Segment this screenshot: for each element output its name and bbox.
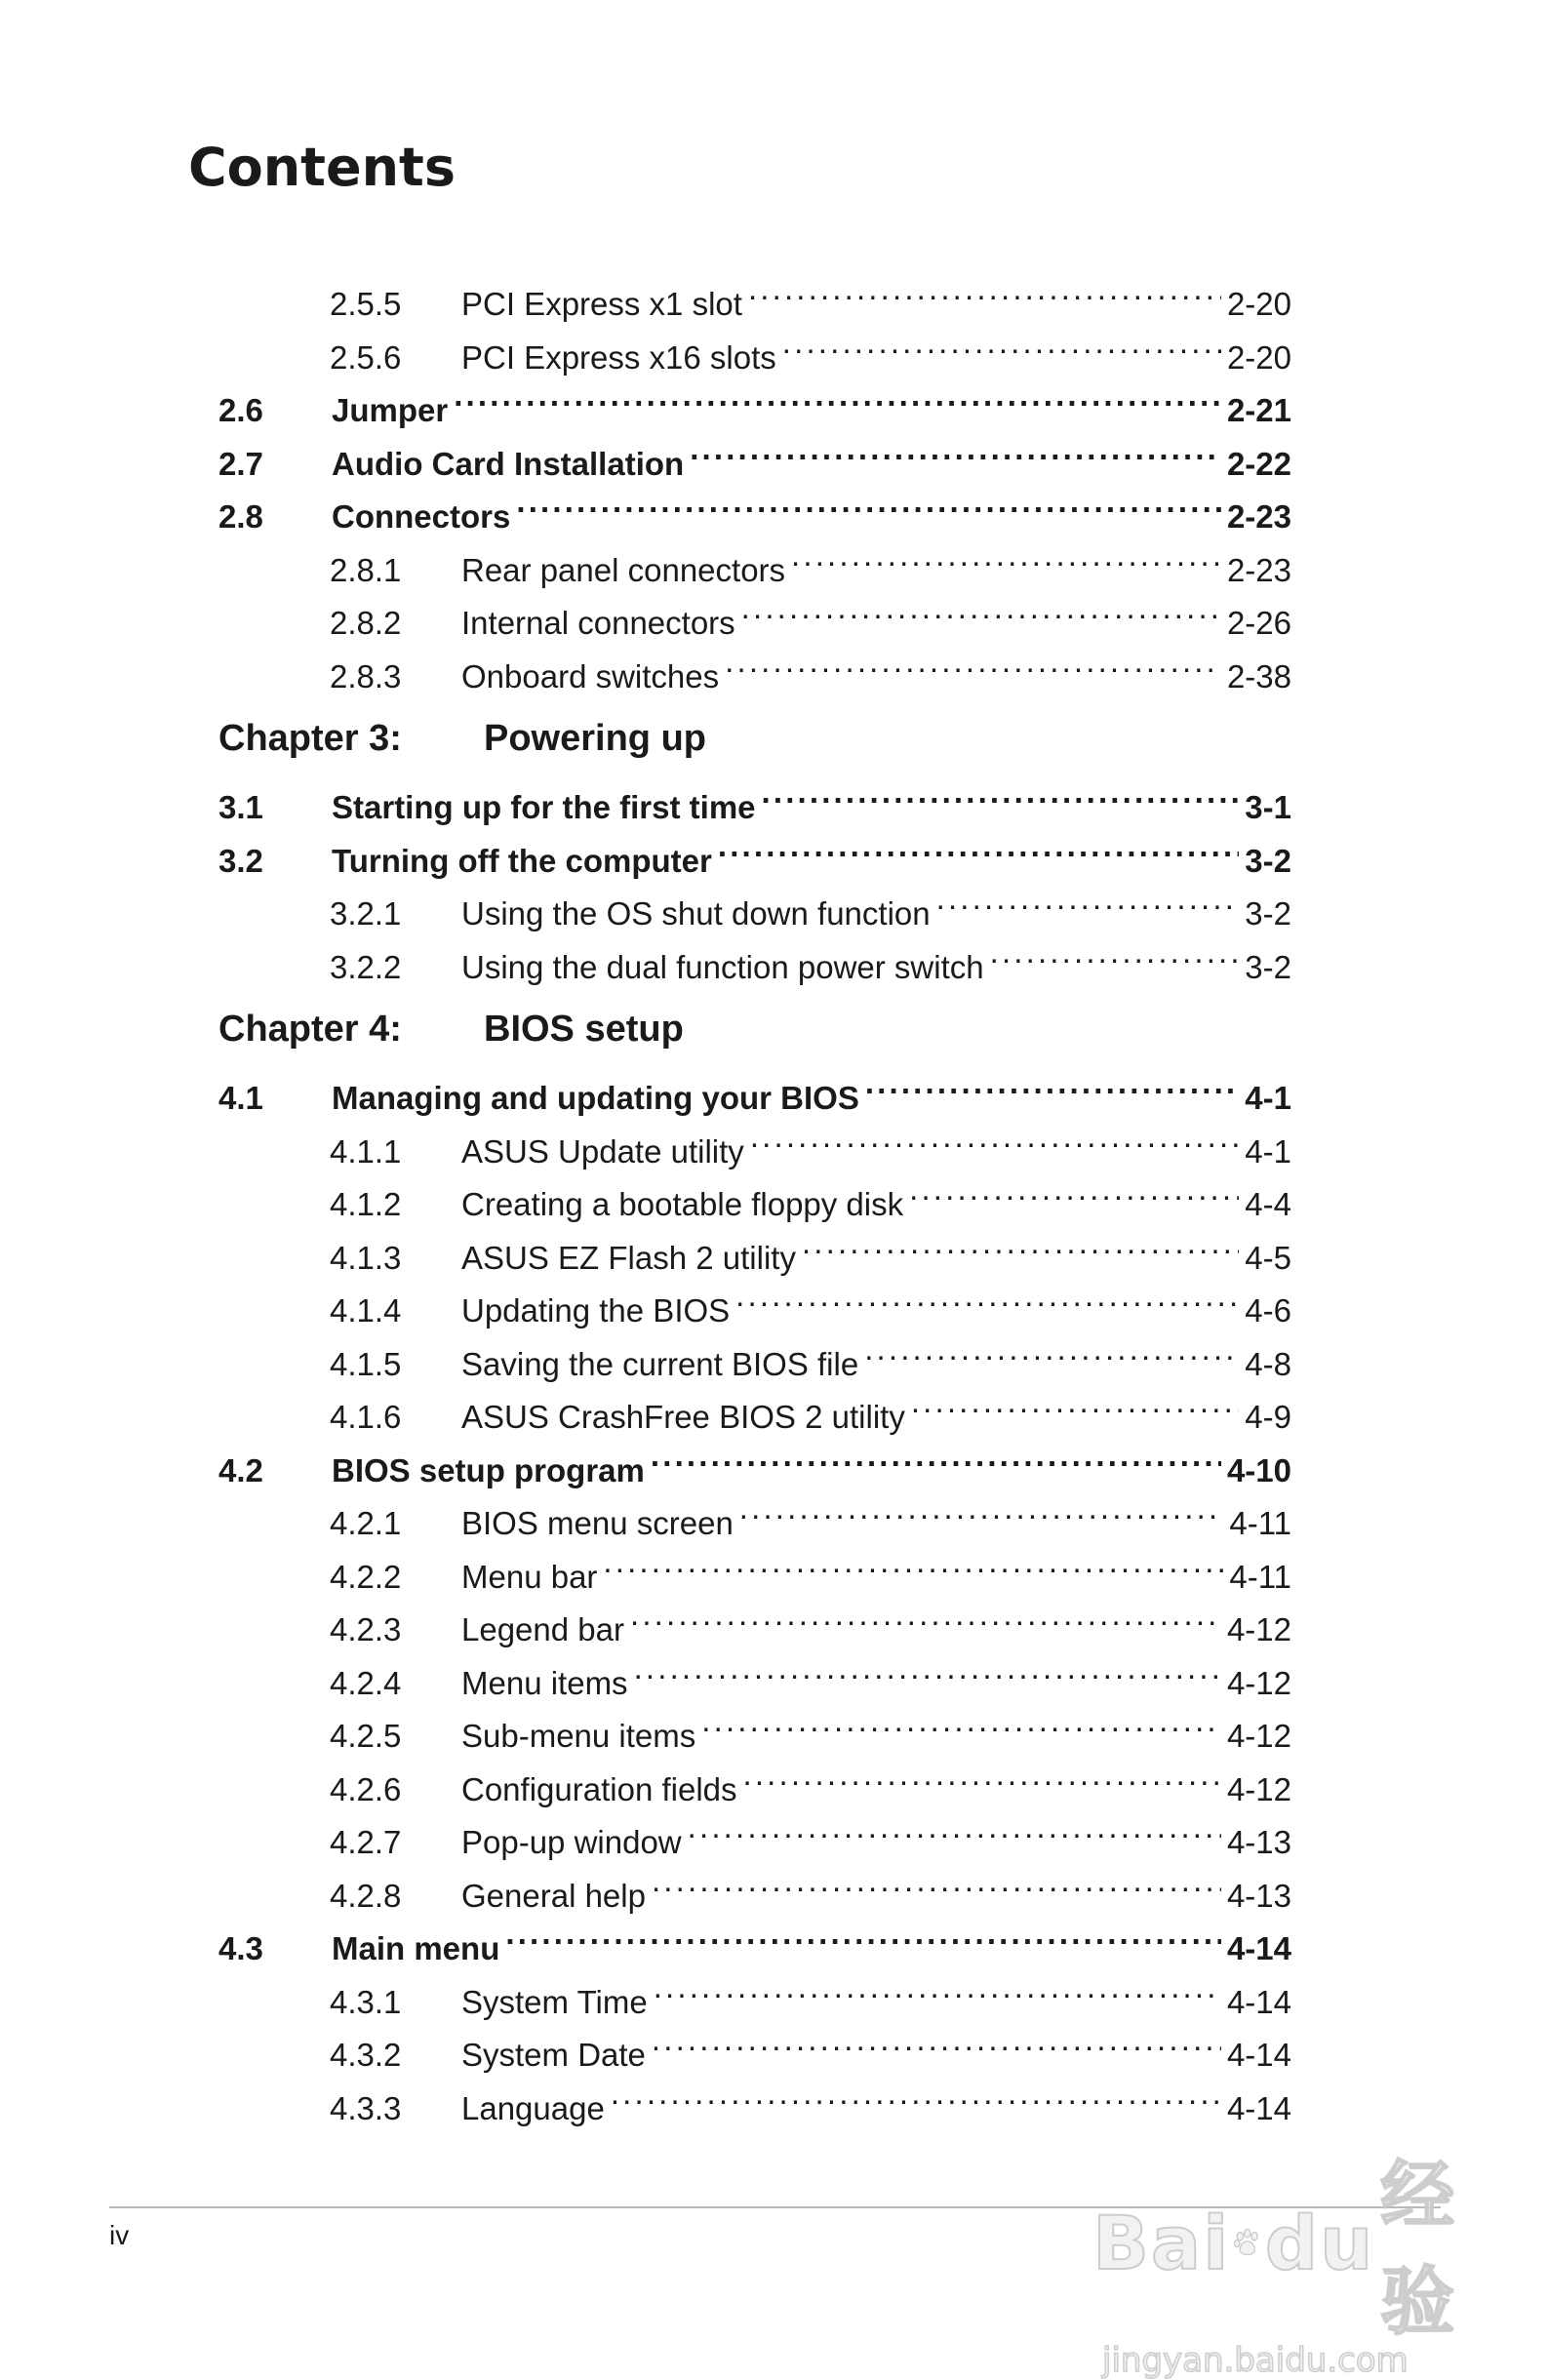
dot-leader (603, 1535, 1223, 1588)
entry-number: 4.1.1 (330, 1132, 402, 1170)
entry-number: 4.3.3 (330, 2089, 402, 2126)
entry-title: BIOS setup program (332, 1451, 645, 1488)
entry-number: 2.8.1 (330, 551, 402, 588)
dot-leader (688, 1801, 1221, 1853)
dot-leader (909, 1163, 1239, 1215)
entry-page: 4-12 (1226, 1770, 1291, 1807)
entry-title: Onboard switches (461, 657, 720, 694)
entry-number: 4.1.2 (330, 1186, 402, 1222)
entry-title: Pop-up window (461, 1824, 682, 1860)
entry-page: 4-11 (1229, 1505, 1291, 1541)
entry-page: 4-9 (1245, 1399, 1291, 1435)
dot-leader (748, 262, 1221, 315)
table-of-contents (218, 262, 1291, 2126)
baidu-watermark (1092, 2136, 1463, 2380)
entry-title: Jumper (332, 392, 449, 428)
chapter-title: Powering up (484, 718, 706, 759)
entry-number: 4.2.4 (330, 1664, 402, 1701)
entry-page: 4-14 (1226, 2037, 1291, 2073)
entry-number: 2.6 (218, 392, 263, 428)
entry-title: Managing and updating your BIOS (332, 1080, 859, 1116)
entry-page: 4-5 (1245, 1239, 1291, 1276)
entry-title: Menu bar (461, 1558, 598, 1595)
entry-page: 3-1 (1245, 789, 1291, 825)
baidu-logo-text: Bai (1092, 2199, 1231, 2286)
dot-leader (782, 316, 1221, 369)
entry-page: 2-20 (1226, 338, 1291, 376)
entry-number: 4.1.5 (330, 1345, 402, 1382)
entry-number: 2.5.5 (330, 286, 402, 322)
dot-leader (701, 1694, 1221, 1747)
dot-leader (791, 529, 1221, 581)
entry-number: 4.2.6 (330, 1770, 402, 1807)
entry-page: 4-14 (1226, 1983, 1291, 2020)
baidu-url: jingyan.baidu.com (1102, 2341, 1409, 2380)
entry-number: 4.2.7 (330, 1824, 402, 1860)
entry-title: Connectors (332, 498, 511, 535)
entry-page: 2-23 (1226, 498, 1291, 535)
dot-leader (654, 1961, 1221, 2013)
dot-leader (651, 1429, 1221, 1482)
baidu-logo (1092, 2136, 1463, 2349)
dot-leader (911, 1375, 1239, 1428)
entry-page: 4-6 (1245, 1292, 1291, 1329)
page-number: iv (109, 2220, 130, 2250)
chapter-label: Chapter 4: (218, 1009, 402, 1050)
entry-number: 4.1.3 (330, 1239, 402, 1276)
entry-page: 4-4 (1245, 1186, 1291, 1222)
entry-number: 4.2.5 (330, 1718, 402, 1754)
entry-title: Updating the BIOS (461, 1292, 731, 1329)
chapter-label: Chapter 3: (218, 718, 402, 759)
entry-title: Language (461, 2089, 605, 2126)
paw-icon (1232, 2214, 1263, 2271)
entry-number: 4.2.1 (330, 1505, 402, 1541)
dot-leader (865, 1056, 1239, 1109)
entry-title: Turning off the computer (332, 842, 712, 879)
dot-leader (725, 635, 1221, 688)
entry-page: 4-1 (1245, 1132, 1291, 1170)
dot-leader (516, 475, 1221, 528)
dot-leader (611, 2067, 1221, 2120)
entry-page: 2-38 (1226, 657, 1291, 694)
entry-number: 4.3.1 (330, 1983, 402, 2020)
dot-leader (750, 1110, 1239, 1163)
entry-title: Rear panel connectors (461, 551, 786, 588)
entry-number: 3.2.1 (330, 895, 402, 932)
entry-number: 3.1 (218, 789, 263, 825)
dot-leader (802, 1216, 1239, 1269)
entry-number: 4.2.8 (330, 1877, 402, 1914)
dot-leader (743, 1748, 1221, 1801)
dot-leader (718, 819, 1239, 872)
dot-leader (739, 1482, 1224, 1534)
entry-page: 3-2 (1245, 842, 1291, 879)
entry-page: 2-20 (1226, 286, 1291, 322)
dot-leader (990, 926, 1240, 978)
entry-page: 2-26 (1226, 605, 1291, 641)
entry-page: 2-22 (1226, 445, 1291, 482)
entry-number: 4.2.2 (330, 1558, 402, 1595)
entry-title: Configuration fields (461, 1770, 737, 1807)
entry-title: Internal connectors (461, 605, 735, 641)
entry-number: 4.1.4 (330, 1292, 402, 1329)
entry-page: 3-2 (1245, 948, 1291, 985)
entry-page: 4-14 (1226, 1930, 1291, 1966)
entry-title: Using the OS shut down function (461, 895, 931, 932)
entry-page: 4-8 (1245, 1345, 1291, 1382)
entry-number: 2.5.6 (330, 338, 402, 376)
entry-page: 4-12 (1226, 1718, 1291, 1754)
entry-number: 4.3.2 (330, 2037, 402, 2073)
entry-number: 4.3 (218, 1930, 263, 1966)
entry-number: 2.8.2 (330, 605, 402, 641)
entry-page: 4-11 (1229, 1558, 1291, 1595)
entry-title: PCI Express x1 slot (461, 286, 742, 322)
dot-leader (454, 369, 1221, 421)
entry-title: System Time (461, 1983, 648, 2020)
entry-page: 3-2 (1245, 895, 1291, 932)
toc-chapter-heading (218, 688, 1291, 766)
entry-page: 4-10 (1226, 1451, 1291, 1488)
dot-leader (630, 1588, 1221, 1641)
entry-title: ASUS CrashFree BIOS 2 utility (461, 1399, 905, 1435)
entry-title: Sub-menu items (461, 1718, 696, 1754)
dot-leader (864, 1323, 1239, 1375)
dot-leader (936, 872, 1240, 925)
entry-number: 2.8.3 (330, 657, 402, 694)
dot-leader (652, 1854, 1221, 1907)
entry-title: Legend bar (461, 1611, 624, 1647)
entry-title: PCI Express x16 slots (461, 338, 776, 376)
entry-title: Creating a bootable floppy disk (461, 1186, 904, 1222)
entry-title: ASUS Update utility (461, 1132, 744, 1170)
dot-leader (652, 2013, 1221, 2066)
dot-leader (690, 422, 1221, 475)
entry-title: Main menu (332, 1930, 500, 1966)
page-title: Contents (188, 137, 456, 198)
entry-page: 4-13 (1226, 1877, 1291, 1914)
entry-title: ASUS EZ Flash 2 utility (461, 1239, 796, 1276)
entry-title: BIOS menu screen (461, 1505, 734, 1541)
entry-page: 4-12 (1226, 1664, 1291, 1701)
dot-leader (634, 1642, 1221, 1694)
entry-number: 4.1 (218, 1080, 263, 1116)
dot-leader (505, 1907, 1221, 1960)
entry-page: 4-12 (1226, 1611, 1291, 1647)
entry-number: 2.8 (218, 498, 263, 535)
entry-title: Using the dual function power switch (461, 948, 984, 985)
entry-title: Audio Card Installation (332, 445, 685, 482)
entry-title: Starting up for the first time (332, 789, 756, 825)
dot-leader (735, 1269, 1239, 1322)
dot-leader (741, 581, 1221, 634)
entry-page: 2-21 (1226, 392, 1291, 428)
entry-number: 4.2 (218, 1451, 263, 1488)
entry-page: 4-1 (1245, 1080, 1291, 1116)
entry-title: General help (461, 1877, 646, 1914)
entry-number: 2.7 (218, 445, 263, 482)
entry-number: 3.2.2 (330, 948, 402, 985)
entry-title: Saving the current BIOS file (461, 1345, 859, 1382)
entry-number: 4.1.6 (330, 1399, 402, 1435)
entry-title: System Date (461, 2037, 646, 2073)
chapter-title: BIOS setup (484, 1009, 684, 1050)
baidu-logo-cn: 经验 (1380, 2152, 1457, 2345)
toc-subsection-entry[interactable] (218, 262, 1291, 322)
entry-page: 4-13 (1226, 1824, 1291, 1860)
entry-page: 4-14 (1226, 2089, 1291, 2126)
entry-title: Menu items (461, 1664, 628, 1701)
baidu-logo-du: du (1264, 2199, 1375, 2286)
dot-leader (762, 766, 1240, 818)
entry-number: 3.2 (218, 842, 263, 879)
entry-number: 4.2.3 (330, 1611, 402, 1647)
entry-page: 2-23 (1226, 551, 1291, 588)
